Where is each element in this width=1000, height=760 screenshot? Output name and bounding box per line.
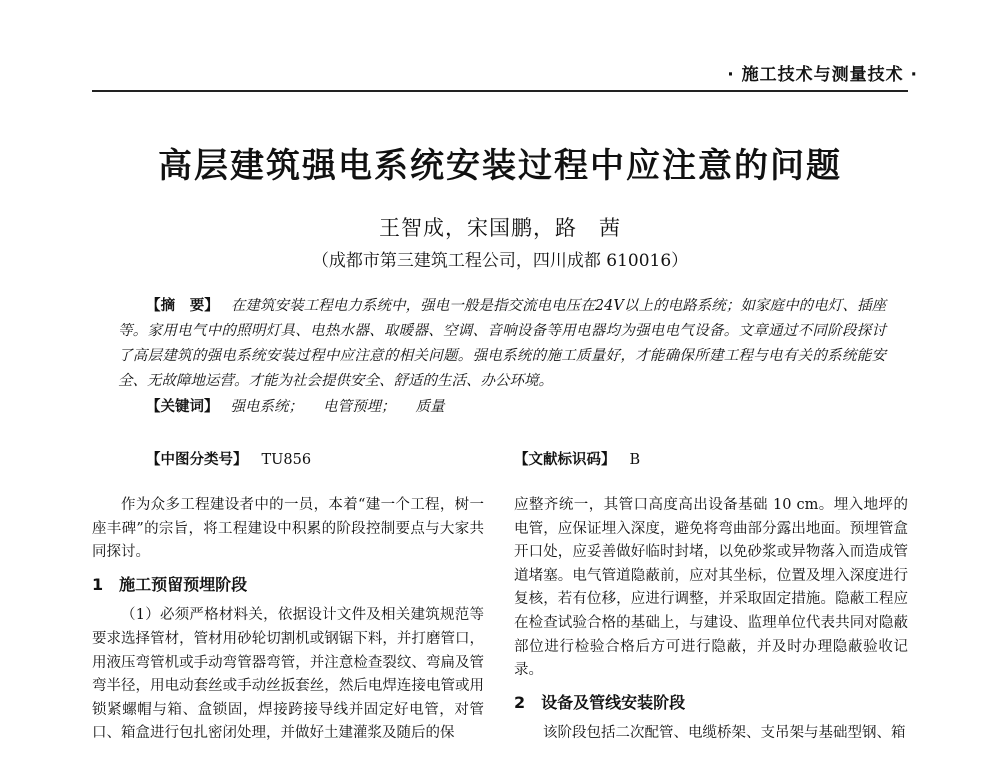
document-code [514,448,640,469]
section-2-title: 设备及管线安装阶段 [541,692,686,712]
body-column-right [514,494,908,746]
body-column-left [92,494,484,746]
section-2-paragraph: 该阶段包括二次配管、电缆桥架、支吊架与基础型钢、箱 [543,725,906,742]
classification-label: 【中图分类号】 [146,452,248,468]
journal-section-header: · 施工技术与测量技术 · [727,65,918,85]
classification-value: TU856 [261,452,312,468]
continued-paragraph: 应整齐统一，其管口高度高出设备基础 10 cm。埋入地坪的电管，应保证埋入深度，避免将弯曲部分露出地面。预埋管盒开口处，应妥善做好临时封堵，以免砂浆或异物落入而造成管道堵塞。电气管道隐蔽前，应对其坐标，位置及埋入深度进行复核，若有位移，应进行调整，并采取固定措施。隐蔽工程应在检查试验合格的基础上，与建设、监理单位代表共同对隐蔽部位进行检验合格后方可进行隐蔽，并及时办理隐蔽验收记录。 [514,497,908,679]
header-rule [92,90,908,92]
keyword-item: 电管预埋； [323,399,396,415]
section-1-heading [92,573,484,597]
abstract-label: 【摘 要】 [146,298,219,314]
keywords [146,395,465,416]
article-affiliation: （成都市第三建筑工程公司，四川成都 610016） [311,251,689,271]
classification-number [146,448,311,469]
keyword-item: 质量 [415,399,445,415]
section-2-number: 2 [514,692,526,712]
section-1-number: 1 [92,574,104,594]
section-2-heading [514,691,908,715]
abstract [118,294,886,394]
intro-paragraph: 作为众多工程建设者中的一员，本着“建一个工程，树一座丰碑”的宗旨，将工程建设中积累的阶段控制要点与大家共同探讨。 [92,497,484,561]
abstract-text: 在建筑安装工程电力系统中，强电一般是指交流电电压在24V以上的电路系统；如家庭中的电灯、插座等。家用电气中的照明灯具、电热水器、取暖器、空调、音响设备等用电器均为强电电气设备。文章通过不同阶段探讨了高层建筑的强电系统安装过程中应注意的相关问题。强电系统的施工质量好，才能确保所建工程与电有关的系统能安全、无故障地运营。才能为社会提供安全、舒适的生活、办公环境。 [118,298,887,389]
section-1-paragraph: （1）必须严格材料关，依据设计文件及相关建筑规范等要求选择管材，管材用砂轮切割机或钢锯下料，并打磨管口，用液压弯管机或手动弯管器弯管，并注意检查裂纹、弯扁及管弯半径，用电动套丝或手动丝扳套丝，然后电焊连接电管或用锁紧螺帽与箱、盒锁固，焊接跨接导线并固定好电管，对管口、箱盒进行包扎密闭处理，并做好土建灌浆及随后的保 [92,607,484,742]
document-code-label: 【文献标识码】 [514,452,616,468]
keyword-item: 强电系统； [230,399,303,415]
section-1-title: 施工预留预埋阶段 [119,574,248,594]
document-code-value: B [629,452,641,468]
article-authors: 王智成，宋国鹏，路 茜 [379,216,621,240]
article-title: 高层建筑强电系统安装过程中应注意的问题 [158,146,842,186]
keywords-label: 【关键词】 [146,399,219,415]
